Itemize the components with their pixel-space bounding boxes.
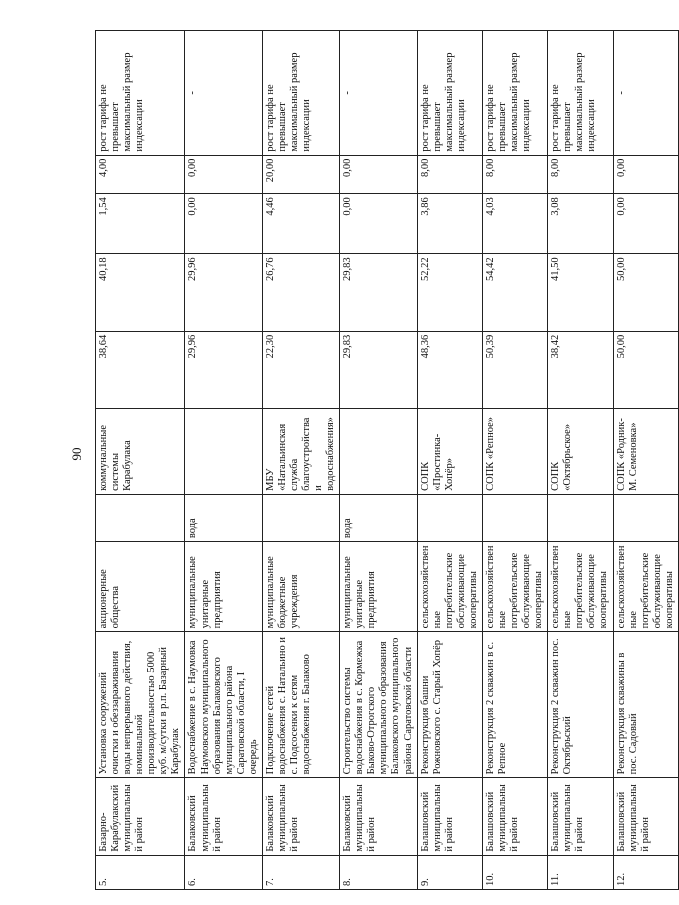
cell-district: Балашовский муниципальный район — [613, 778, 678, 855]
cell-tariff-increase-percent: 20,00 — [262, 155, 339, 194]
cell-project: Реконструкция скважины в пос. Садовый — [613, 632, 678, 778]
cell-tariff-before: 29,83 — [340, 331, 417, 408]
cell-tariff-before: 29,96 — [185, 331, 262, 408]
cell-number: 6. — [185, 855, 262, 889]
cell-tariff-increase: 4,46 — [262, 194, 339, 254]
cell-number: 10. — [482, 855, 547, 889]
table-row — [340, 31, 417, 890]
cell-note: рост тарифа не превышает максимальный размер индексации — [262, 31, 339, 156]
table-row — [417, 31, 482, 890]
cell-resource — [96, 494, 185, 541]
cell-project: Водоснабжение в с. Наумовка Наумовского муниципального образования Балаковского муниципального района Саратовской области, I очередь — [185, 632, 262, 778]
cell-number: 9. — [417, 855, 482, 889]
rotated-table-container — [95, 30, 675, 890]
cell-tariff-increase-percent: 8,00 — [548, 155, 613, 194]
cell-number: 7. — [262, 855, 339, 889]
tariff-table — [95, 30, 679, 890]
cell-tariff-increase-percent: 8,00 — [482, 155, 547, 194]
cell-org-type: сельскохозяйственные потребительские обслуживающие кооперативы — [548, 542, 613, 632]
cell-tariff-increase: 0,00 — [613, 194, 678, 254]
cell-tariff-before: 48,36 — [417, 331, 482, 408]
cell-note: - — [340, 31, 417, 156]
cell-resource — [613, 494, 678, 541]
cell-tariff-after: 26,76 — [262, 254, 339, 331]
cell-note: рост тарифа не превышает максимальный размер индексации — [548, 31, 613, 156]
cell-resource: вода — [185, 494, 262, 541]
cell-org-type: акционерные общества — [96, 542, 185, 632]
cell-tariff-after: 54,42 — [482, 254, 547, 331]
cell-resource — [262, 494, 339, 541]
cell-tariff-after: 52,22 — [417, 254, 482, 331]
cell-tariff-increase-percent: 0,00 — [613, 155, 678, 194]
cell-tariff-increase: 0,00 — [340, 194, 417, 254]
cell-tariff-increase: 3,08 — [548, 194, 613, 254]
cell-note: рост тарифа не превышает максимальный размер индексации — [417, 31, 482, 156]
table-row — [548, 31, 613, 890]
cell-district: Балашовский муниципальный район — [417, 778, 482, 855]
cell-project: Реконструкция 2 скважин в с. Репное — [482, 632, 547, 778]
cell-tariff-before: 22,30 — [262, 331, 339, 408]
cell-org-type: сельскохозяйственные потребительские обслуживающие кооперативы — [482, 542, 547, 632]
cell-district: Балашовский муниципальный район — [548, 778, 613, 855]
cell-number: 5. — [96, 855, 185, 889]
cell-org-type: сельскохозяйственные потребительские обслуживающие кооперативы — [417, 542, 482, 632]
cell-district: Базарно-Карабулакский муниципальный район — [96, 778, 185, 855]
cell-organization: коммунальные системы Карабулака — [96, 409, 185, 495]
cell-tariff-after: 41,50 — [548, 254, 613, 331]
cell-project: Реконструкция башни Рожновского с. Старый Хопёр — [417, 632, 482, 778]
cell-tariff-after: 29,96 — [185, 254, 262, 331]
cell-tariff-increase: 0,00 — [185, 194, 262, 254]
cell-resource: вода — [340, 494, 417, 541]
cell-tariff-before: 38,42 — [548, 331, 613, 408]
cell-district: Балашовский муниципальный район — [482, 778, 547, 855]
cell-tariff-before: 50,00 — [613, 331, 678, 408]
cell-district: Балаковский муниципальный район — [185, 778, 262, 855]
cell-tariff-increase: 1,54 — [96, 194, 185, 254]
cell-project: Реконструкция 2 скважин пос. Октябрьский — [548, 632, 613, 778]
cell-note: - — [185, 31, 262, 156]
cell-organization: СОПК «Простинка-Хопёр» — [417, 409, 482, 495]
cell-tariff-increase-percent: 0,00 — [185, 155, 262, 194]
table-row — [262, 31, 339, 890]
cell-number: 11. — [548, 855, 613, 889]
cell-district: Балаковский муниципальный район — [262, 778, 339, 855]
cell-tariff-before: 38,64 — [96, 331, 185, 408]
cell-note: - — [613, 31, 678, 156]
cell-tariff-after: 29,83 — [340, 254, 417, 331]
table-row — [96, 31, 185, 890]
table-row — [613, 31, 678, 890]
cell-tariff-after: 50,00 — [613, 254, 678, 331]
cell-tariff-increase: 4,03 — [482, 194, 547, 254]
cell-org-type: сельскохозяйственные потребительские обслуживающие кооперативы — [613, 542, 678, 632]
cell-project: Установка сооружений очистки и обеззараживания воды непрерывного действия, номинальной производительностью 5000 куб. м/сутки в р.п. Базарный Карабулак — [96, 632, 185, 778]
cell-organization: СОПК «Родник-М. Семеновка» — [613, 409, 678, 495]
cell-tariff-increase-percent: 4,00 — [96, 155, 185, 194]
cell-organization — [185, 409, 262, 495]
cell-project: Строительство системы водоснабжения в с. Кормежка Быково-Отрогского муниципального образования Балаковского муниципального района Саратовской области — [340, 632, 417, 778]
cell-organization: СОПК «Репное» — [482, 409, 547, 495]
cell-district: Балаковский муниципальный район — [340, 778, 417, 855]
cell-resource — [417, 494, 482, 541]
cell-note: рост тарифа не превышает максимальный размер индексации — [482, 31, 547, 156]
cell-tariff-increase-percent: 8,00 — [417, 155, 482, 194]
cell-tariff-after: 40,18 — [96, 254, 185, 331]
cell-tariff-increase-percent: 0,00 — [340, 155, 417, 194]
cell-number: 12. — [613, 855, 678, 889]
cell-org-type: муниципальные бюджетные учреждения — [262, 542, 339, 632]
cell-project: Подключение сетей водоснабжения с. Натальино и с. Подсосенки к сетям водоснабжения г. Балаково — [262, 632, 339, 778]
cell-organization — [340, 409, 417, 495]
table-row — [185, 31, 262, 890]
cell-resource — [482, 494, 547, 541]
cell-organization: МБУ «Натальинская служба благоустройства и водоснабжения» — [262, 409, 339, 495]
table-body — [96, 31, 679, 890]
cell-org-type: муниципальные унитарные предприятия — [185, 542, 262, 632]
cell-tariff-increase: 3,86 — [417, 194, 482, 254]
cell-org-type: муниципальные унитарные предприятия — [340, 542, 417, 632]
page-number: 90 — [69, 447, 84, 461]
cell-note: рост тарифа не превышает максимальный размер индексации — [96, 31, 185, 156]
cell-organization: СОПК «Октябрьское» — [548, 409, 613, 495]
cell-number: 8. — [340, 855, 417, 889]
cell-tariff-before: 50,39 — [482, 331, 547, 408]
table-row — [482, 31, 547, 890]
cell-resource — [548, 494, 613, 541]
